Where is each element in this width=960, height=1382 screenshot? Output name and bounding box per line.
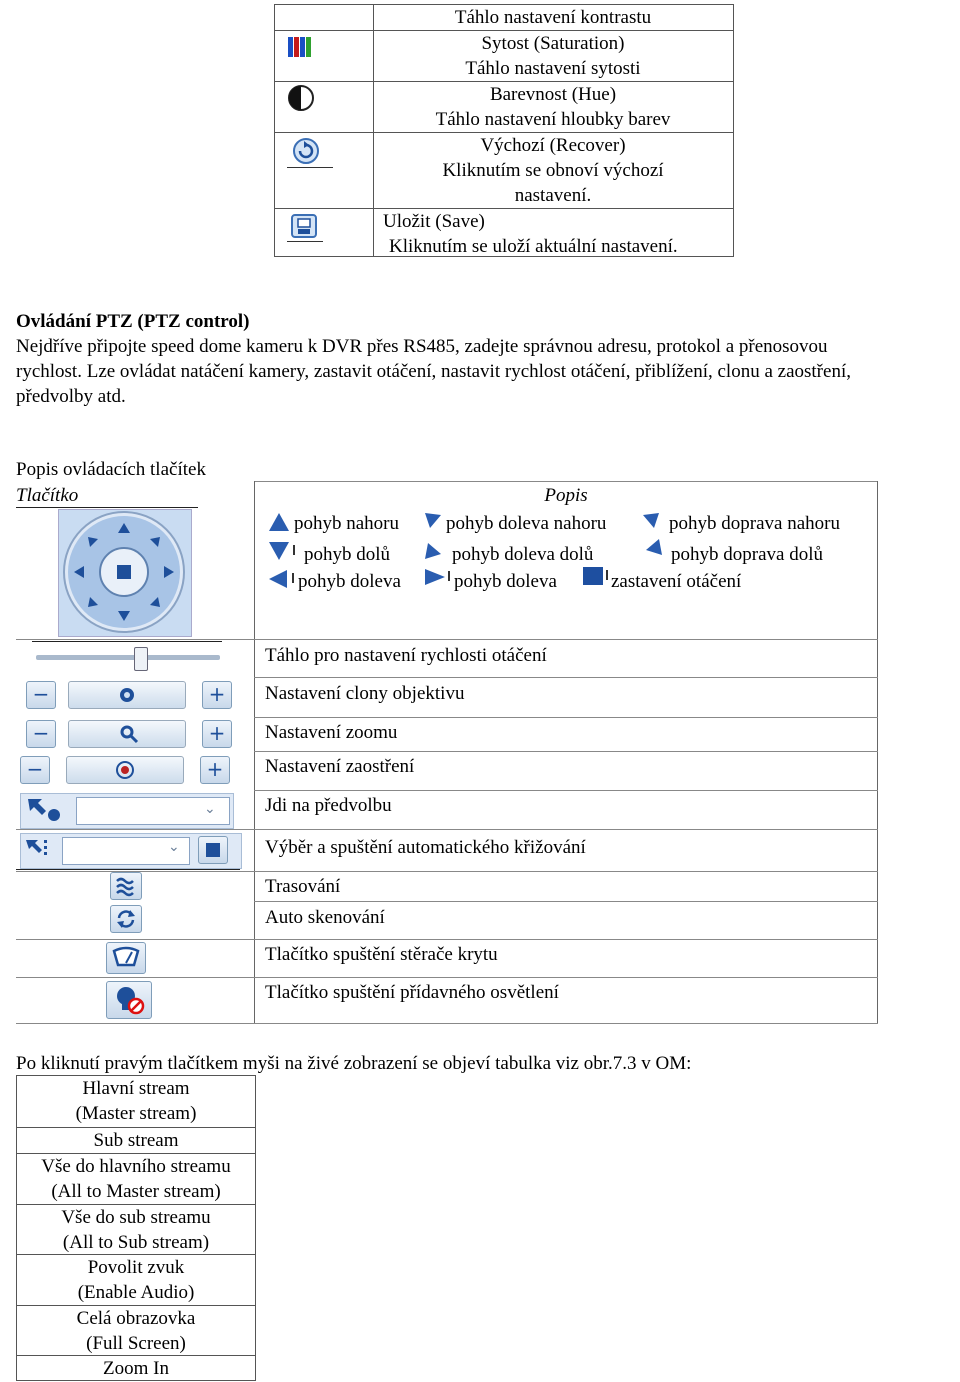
row-focus-label: Nastavení zaostření: [265, 756, 415, 777]
menu-item-all-master: Vše do hlavního streamu (All to Master stream): [17, 1153, 255, 1204]
ptz-paragraph: Nejdříve připojte speed dome kameru k DVR přes RS485, zadejte správnou adresu, protokol a přenosovou rychlost. Lze ovládat natáčení kamery, zastavit otáčení, nastavit rychlost otáčení, přiblížení, clonu a zaostření, předvolby atd.: [16, 336, 851, 407]
recover-row-text: Výchozí (Recover) Kliknutím se obnoví výchozí nastavení.: [442, 135, 664, 206]
dir-up-right-label: pohyb doprava nahoru: [669, 513, 840, 534]
hue-row-text: Barevnost (Hue) Táhlo nastavení hloubky barev: [435, 84, 671, 130]
wiper-button[interactable]: [106, 942, 146, 974]
iris-plus-button[interactable]: +: [202, 681, 232, 709]
focus-icon: [114, 759, 136, 781]
col-header-button: Tlačítko: [16, 485, 79, 506]
go-to-preset-icon[interactable]: [24, 795, 66, 825]
ptz-buttons-table: [16, 481, 878, 1024]
chevron-down-icon: ⌄: [168, 839, 180, 855]
saturation-row-text: Sytost (Saturation) Táhlo nastavení sytosti: [465, 33, 641, 79]
row-preset-label: Jdi na předvolbu: [265, 795, 392, 816]
up-right-arrow-icon: [642, 512, 660, 530]
zoom-plus-button[interactable]: +: [202, 720, 232, 748]
menu-item-sub-stream: Sub stream: [17, 1127, 255, 1153]
dir-stop-label: zastavení otáčení: [611, 571, 742, 592]
speed-slider-handle[interactable]: [134, 647, 148, 671]
context-menu-table: [16, 1075, 256, 1381]
row-iris-label: Nastavení clony objektivu: [265, 683, 465, 704]
save-icon[interactable]: [289, 212, 321, 240]
row-speed-label: Táhlo pro nastavení rychlosti otáčení: [265, 645, 547, 666]
chevron-down-icon: ⌄: [204, 801, 216, 817]
row-wiper-label: Tlačítko spuštění stěrače krytu: [265, 944, 498, 965]
focus-plus-button[interactable]: +: [200, 756, 230, 784]
menu-item-full-screen: Celá obrazovka (Full Screen): [17, 1305, 255, 1356]
cruise-start-button[interactable]: [198, 836, 228, 864]
dir-right-label: pohyb doleva: [454, 571, 557, 592]
menu-item-all-sub: Vše do sub streamu (All to Sub stream): [17, 1204, 255, 1255]
right-arrow-icon: [424, 567, 454, 587]
down-right-arrow-icon: [644, 537, 664, 557]
track-icon: [114, 873, 138, 897]
col-header-desc: Popis: [544, 485, 588, 506]
row-cruise-label: Výběr a spuštění automatického křižování: [265, 837, 586, 858]
light-button[interactable]: [106, 981, 152, 1019]
dir-down-label: pohyb dolů: [304, 544, 391, 565]
iris-icon: [116, 685, 138, 705]
cruise-icon[interactable]: [22, 836, 56, 864]
stop-icon: [582, 566, 610, 588]
row-track-label: Trasování: [265, 876, 341, 897]
left-arrow-icon: [268, 569, 298, 589]
up-arrow-icon: [268, 512, 290, 532]
magnifier-icon: [118, 723, 140, 745]
menu-item-zoom-in: Zoom In: [17, 1355, 255, 1381]
down-left-arrow-icon: [424, 541, 444, 561]
wiper-icon: [110, 943, 142, 971]
ptz-heading: Ovládání PTZ (PTZ control): [16, 311, 250, 332]
track-button[interactable]: [110, 872, 142, 900]
row-auto-scan-label: Auto skenování: [265, 907, 385, 928]
dir-up-label: pohyb nahoru: [294, 513, 400, 534]
recover-icon[interactable]: [289, 136, 323, 166]
direction-pad-graphic: [60, 509, 188, 635]
auto-scan-icon: [114, 906, 138, 930]
dir-left-label: pohyb doleva: [298, 571, 401, 592]
zoom-minus-button[interactable]: −: [26, 720, 56, 748]
row-light-label: Tlačítko spuštění přídavného osvětlení: [265, 982, 559, 1003]
row-zoom-label: Nastavení zoomu: [265, 722, 398, 743]
iris-minus-button[interactable]: −: [26, 681, 56, 709]
menu-item-enable-audio: Povolit zvuk (Enable Audio): [17, 1254, 255, 1305]
light-icon: [110, 982, 148, 1016]
dir-down-left-label: pohyb doleva dolů: [452, 544, 594, 565]
buttons-table-caption: Popis ovládacích tlačítek: [16, 459, 206, 480]
auto-scan-button[interactable]: [110, 905, 142, 933]
up-left-arrow-icon: [424, 512, 442, 530]
speed-slider-track[interactable]: [36, 655, 220, 660]
down-arrow-icon: [268, 541, 298, 561]
contrast-row-text: Táhlo nastavení kontrastu: [454, 7, 652, 28]
context-menu-intro: Po kliknutí pravým tlačítkem myši na živé zobrazení se objeví tabulka viz obr.7.3 v OM:: [16, 1053, 692, 1074]
focus-minus-button[interactable]: −: [20, 756, 50, 784]
saturation-icon[interactable]: [287, 35, 315, 59]
dir-down-right-label: pohyb doprava dolů: [671, 544, 823, 565]
image-settings-table: [274, 4, 734, 257]
save-row-text: Uložit (Save) Kliknutím se uloží aktuální nastavení.: [383, 211, 678, 257]
hue-icon[interactable]: [285, 83, 317, 113]
dir-up-left-label: pohyb doleva nahoru: [446, 513, 607, 534]
menu-item-master-stream: Hlavní stream (Master stream): [75, 1078, 197, 1124]
